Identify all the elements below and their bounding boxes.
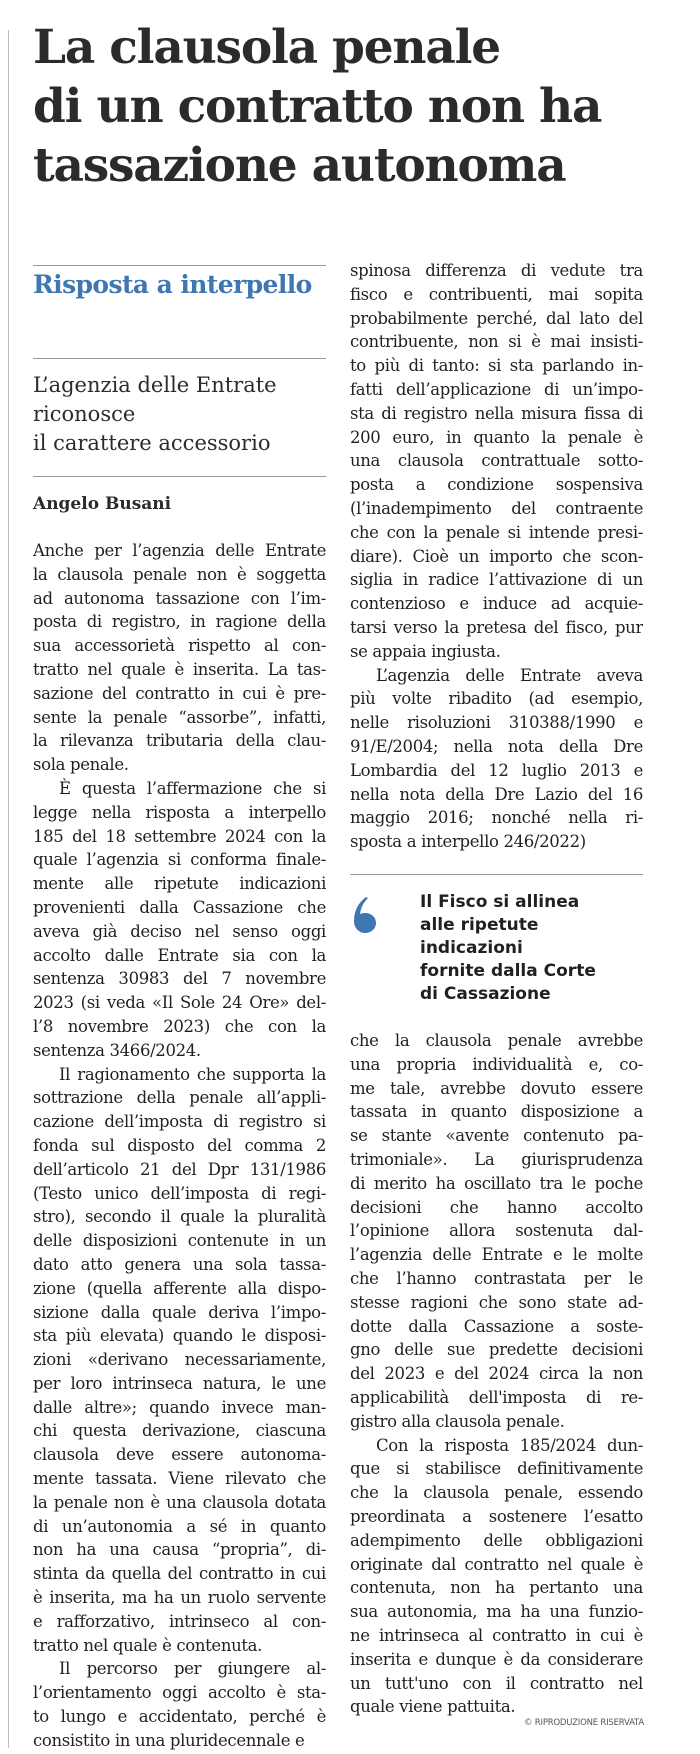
- text-line: sua autonomia, ma ha una funzio-: [350, 1602, 643, 1622]
- text-line: Con la risposta 185/2024 dun-: [376, 1435, 643, 1455]
- text-line: ne intrinseca al contratto in cui è: [350, 1625, 643, 1645]
- text-line: sola penale.: [33, 755, 129, 775]
- text-line: to lungo e accidentato, perché è: [33, 1707, 326, 1727]
- text-line: stesse ragioni che sono state ad-: [350, 1292, 643, 1312]
- text-line: ad autonoma tassazione con l’im-: [33, 588, 326, 608]
- pull-quote-line: indicazioni: [420, 938, 523, 958]
- text-line: zioni «derivano necessariamente,: [33, 1350, 326, 1370]
- text-line: posta a condizione sospensiva: [350, 475, 643, 495]
- text-line: dato atto genera una sola tassa-: [33, 1254, 326, 1274]
- text-line: gistro alla clausola penale.: [350, 1411, 565, 1431]
- subhead-line: L’agenzia delle Entrate: [33, 373, 277, 397]
- text-line: è inserita, ma ha un ruolo servente: [33, 1588, 326, 1608]
- text-line: probabilmente perché, dal lato del: [350, 308, 643, 328]
- text-line: la clausola penale non è soggetta: [33, 564, 326, 584]
- text-line: Lombardia del 12 luglio 2013 e: [350, 760, 643, 780]
- text-line: non ha una causa “propria”, di-: [33, 1540, 326, 1560]
- text-line: sposta a interpello 246/2022): [350, 832, 586, 852]
- text-line: una clausola contrattuale sotto-: [350, 451, 643, 471]
- text-line: del 2023 e del 2024 circa la non: [350, 1364, 643, 1384]
- text-line: un tutt'uno con il contratto nel: [350, 1673, 643, 1693]
- text-line: sentenza 30983 del 7 novembre: [33, 969, 326, 989]
- text-line: decisioni che hanno accolto: [350, 1197, 643, 1217]
- text-line: fatti dell’applicazione di un’impo-: [350, 379, 643, 399]
- text-line: che l’hanno contrastata per le: [350, 1268, 643, 1288]
- text-line: sente la penale “assorbe”, infatti,: [33, 707, 326, 727]
- pull-quote-line: alle ripetute: [420, 915, 539, 935]
- text-line: di merito ha oscillato tra le poche: [350, 1173, 643, 1193]
- text-line: 2023 (si veda «Il Sole 24 Ore» del-: [33, 993, 326, 1013]
- text-line: che con la penale si intende presi-: [350, 522, 643, 542]
- text-line: È questa l’affermazione che si: [59, 778, 326, 798]
- text-line: quale viene pattuita.: [350, 1697, 516, 1717]
- text-line: sua accessorietà rispetto al con-: [33, 636, 326, 656]
- text-line: tarsi verso la pretesa del fisco, pur: [350, 617, 643, 637]
- text-line: l’agenzia delle Entrate e le molte: [350, 1245, 643, 1265]
- subhead-line: il carattere accessorio: [33, 431, 271, 455]
- text-line: l’orientamento oggi accolto è sta-: [33, 1683, 326, 1703]
- pull-quote: [420, 891, 643, 1006]
- text-line: contenzioso e induce ad acquie-: [350, 594, 643, 614]
- text-line: posta di registro, in ragione della: [33, 612, 326, 632]
- text-line: dell’articolo 21 del Dpr 131/1986: [33, 1159, 326, 1179]
- text-line: 185 del 18 settembre 2024 con la: [33, 826, 326, 846]
- text-line: mente tassata. Viene rilevato che: [33, 1469, 326, 1489]
- text-line: se stante «avente contenuto pa-: [350, 1126, 643, 1146]
- margin-rule: [8, 30, 9, 1748]
- article-column-right-top: [350, 259, 643, 854]
- text-line: aveva già deciso nel senso oggi: [33, 921, 326, 941]
- text-line: di un’autonomia a sé in quanto: [33, 1516, 326, 1536]
- text-line: una propria individualità e, co-: [350, 1054, 643, 1074]
- text-line: Il percorso per giungere al-: [59, 1659, 326, 1679]
- headline-line: La clausola penale: [33, 20, 500, 75]
- text-line: trimoniale». La giurisprudenza: [350, 1149, 643, 1169]
- text-line: la penale non è una clausola dotata: [33, 1492, 326, 1512]
- text-line: sta di registro nella misura fissa di: [350, 403, 643, 423]
- text-line: contenuta, non ha pertanto una: [350, 1578, 643, 1598]
- headline-line: tassazione autonoma: [33, 138, 566, 193]
- text-line: inserita e dunque è da considerare: [350, 1649, 643, 1669]
- text-line: me tale, avrebbe dovuto essere: [350, 1078, 643, 1098]
- text-line: dalle altre»; quando invece man-: [33, 1397, 326, 1417]
- text-line: l’opinione allora sostenuta dal-: [350, 1221, 643, 1241]
- text-line: chi questa derivazione, ciascuna: [33, 1421, 326, 1441]
- text-line: siglia in radice l’attivazione di un: [350, 570, 643, 590]
- author-byline: Angelo Busani: [33, 494, 172, 514]
- article-column-left: [33, 539, 326, 1753]
- text-line: Il ragionamento che supporta la: [59, 1064, 326, 1084]
- text-line: che la clausola penale avrebbe: [350, 1031, 643, 1050]
- text-line: preordinata a sostenere l’esatto: [350, 1506, 643, 1526]
- author-top-rule: [33, 476, 326, 477]
- text-line: contribuente, non si è mai insisti-: [350, 332, 643, 352]
- text-line: Anche per l’agenzia delle Entrate: [33, 541, 326, 560]
- text-line: tratto nel quale è inserita. La tas-: [33, 659, 326, 679]
- text-line: sizione dalla quale deriva l’impo-: [33, 1302, 326, 1322]
- text-line: stro), secondo il quale la pluralità: [33, 1207, 326, 1227]
- text-line: nelle risoluzioni 310388/1990 e: [350, 713, 643, 733]
- text-line: sottrazione della penale all’appli-: [33, 1088, 326, 1108]
- article-column-right-bottom: [350, 1029, 643, 1719]
- text-line: to più di tanto: si sta parlando in-: [350, 356, 643, 376]
- text-line: maggio 2016; nonché nella ri-: [350, 808, 643, 828]
- text-line: più volte ribadito (ad esempio,: [350, 689, 643, 709]
- text-line: mente alle ripetute indicazioni: [33, 874, 326, 894]
- text-line: L’agenzia delle Entrate aveva: [376, 665, 643, 685]
- text-line: gno delle sue predette decisioni: [350, 1340, 643, 1360]
- text-line: nella nota della Dre Lazio del 16: [350, 784, 643, 804]
- text-line: tassata in quanto disposizione a: [350, 1102, 643, 1122]
- pull-quote-line: di Cassazione: [420, 984, 551, 1004]
- text-line: fisco e contribuenti, mai sopita: [350, 284, 643, 304]
- text-line: accolto dalle Entrate sia con la: [33, 945, 326, 965]
- pull-quote-top-rule: [350, 874, 643, 875]
- text-line: diare). Cioè un importo che scon-: [350, 546, 643, 566]
- text-line: provenienti dalla Cassazione che: [33, 897, 326, 917]
- text-line: applicabilità dell'imposta di re-: [350, 1387, 643, 1407]
- text-line: spinosa differenza di vedute tra: [350, 261, 643, 280]
- text-line: quale l’agenzia si conforma finale-: [33, 850, 326, 870]
- text-line: consistito in una pluridecennale e: [33, 1730, 305, 1750]
- text-line: se appaia ingiusta.: [350, 641, 501, 661]
- text-line: adempimento delle obbligazioni: [350, 1530, 643, 1550]
- quote-icon: [352, 895, 378, 935]
- text-line: (Testo unico dell’imposta di regi-: [33, 1183, 326, 1203]
- text-line: e rafforzativo, intrinseco al con-: [33, 1611, 326, 1631]
- pull-quote-line: Il Fisco si allinea: [420, 892, 580, 912]
- text-line: cazione dell’imposta di registro si: [33, 1112, 326, 1132]
- kicker: Risposta a interpello: [33, 270, 312, 299]
- headline-line: di un contratto non ha: [33, 79, 602, 134]
- kicker-top-rule: [33, 265, 326, 266]
- text-line: la rilevanza tributaria della clau-: [33, 731, 326, 751]
- text-line: 91/E/2004; nella nota della Dre: [350, 736, 643, 756]
- headline: [33, 18, 673, 195]
- text-line: dotte dalla Cassazione a soste-: [350, 1316, 643, 1336]
- text-line: sta più elevata) quando le disposi-: [33, 1326, 326, 1346]
- text-line: que si stabilisce definitivamente: [350, 1459, 643, 1479]
- text-line: l’8 novembre 2023) che con la: [33, 1016, 326, 1036]
- text-line: legge nella risposta a interpello: [33, 802, 326, 822]
- text-line: fonda sul disposto del comma 2: [33, 1135, 326, 1155]
- text-line: per loro intrinseca natura, le une: [33, 1373, 326, 1393]
- text-line: originate dal contratto nel quale è: [350, 1554, 643, 1574]
- text-line: zione (quella afferente alla dispo-: [33, 1278, 326, 1298]
- subhead-line: riconosce: [33, 402, 136, 426]
- text-line: sazione del contratto in cui è pre-: [33, 683, 326, 703]
- copyright-credit: © RIPRODUZIONE RISERVATA: [524, 1718, 644, 1728]
- text-line: sentenza 3466/2024.: [33, 1040, 201, 1060]
- pull-quote-line: fornite dalla Corte: [420, 961, 596, 981]
- text-line: tratto nel quale è contenuta.: [33, 1635, 263, 1655]
- text-line: delle disposizioni contenute in un: [33, 1231, 326, 1251]
- text-line: (l’inadempimento del contraente: [350, 498, 643, 518]
- text-line: che la clausola penale, essendo: [350, 1483, 643, 1503]
- text-line: clausola deve essere autonoma-: [33, 1445, 326, 1465]
- subhead-top-rule: [33, 358, 326, 359]
- text-line: 200 euro, in quanto la penale è: [350, 427, 643, 447]
- text-line: stinta da quella del contratto in cui: [33, 1564, 326, 1584]
- subhead: [33, 371, 326, 458]
